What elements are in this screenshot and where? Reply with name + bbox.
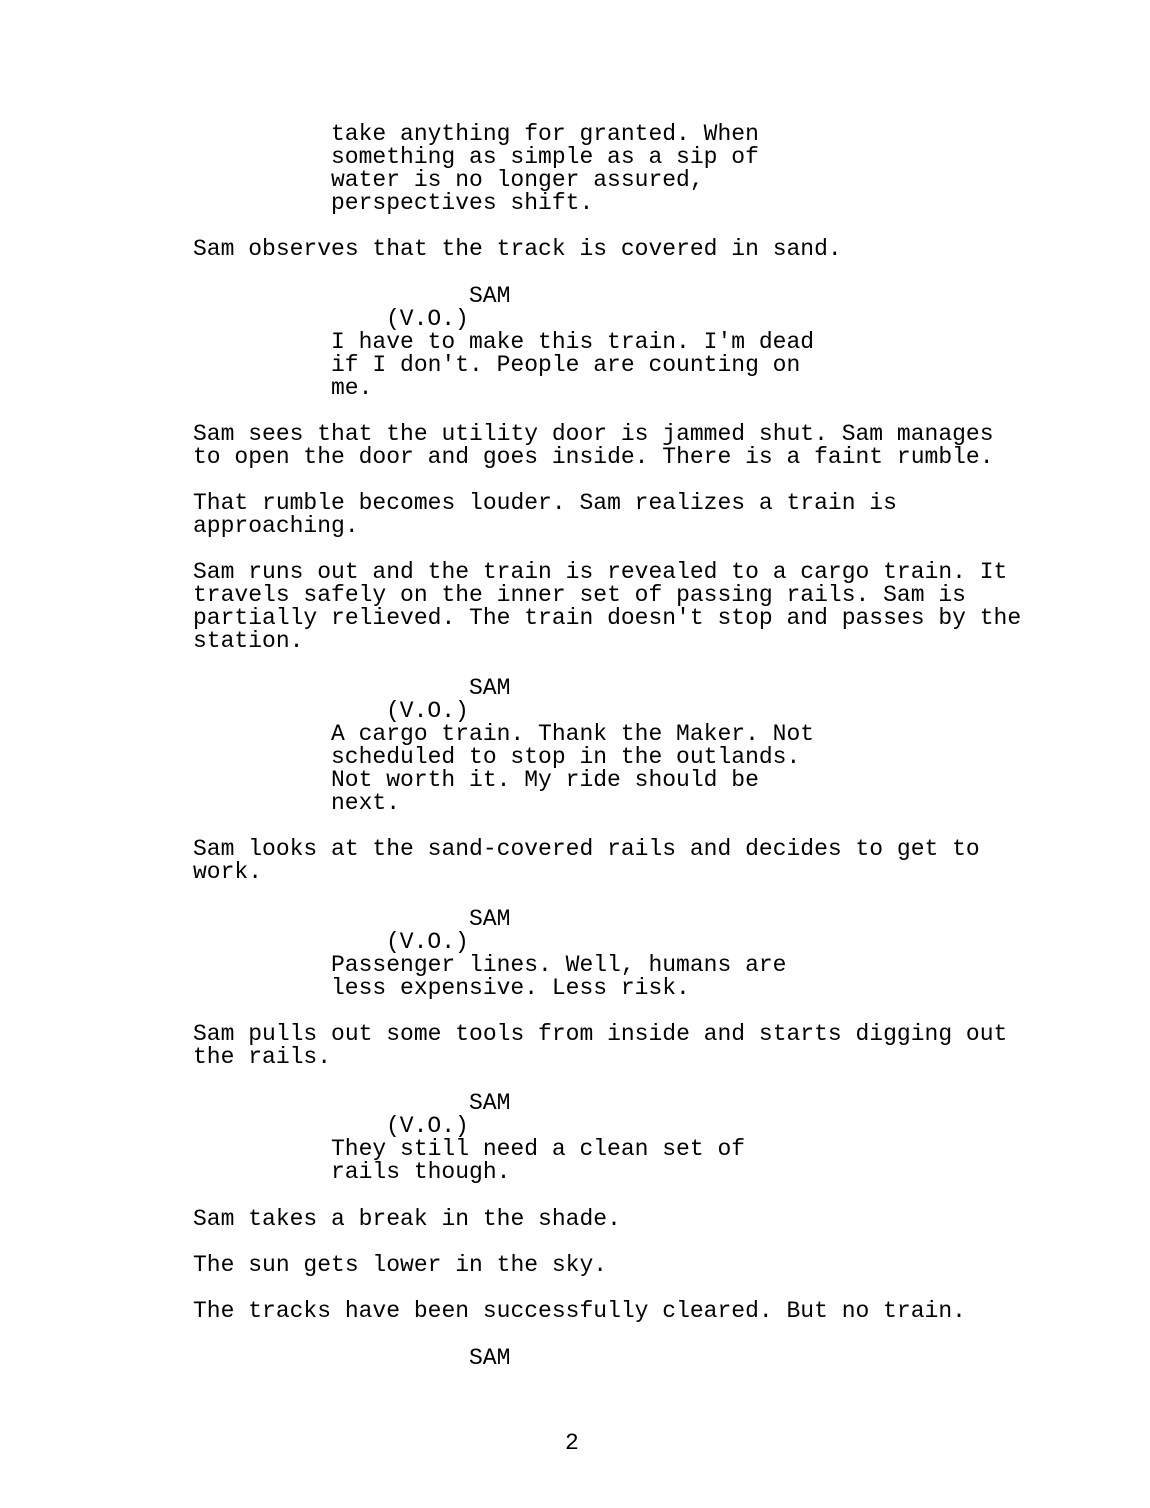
parenthetical: (V.O.): [386, 698, 469, 724]
dialogue-line: scheduled to stop in the outlands.: [331, 744, 801, 770]
parenthetical: (V.O.): [386, 929, 469, 955]
dialogue-line: next.: [331, 790, 401, 816]
character-name: SAM: [469, 906, 511, 932]
dialogue-line: A cargo train. Thank the Maker. Not: [331, 721, 815, 747]
parenthetical: (V.O.): [386, 306, 469, 332]
action-line: Sam looks at the sand-covered rails and decides to get to: [193, 836, 980, 862]
dialogue-line: perspectives shift.: [331, 190, 594, 216]
dialogue-line: take anything for granted. When: [331, 121, 759, 147]
action-line: approaching.: [193, 513, 359, 539]
character-name: SAM: [469, 283, 511, 309]
dialogue-line: water is no longer assured,: [331, 167, 704, 193]
action-line: partially relieved. The train doesn't stop and passes by the: [193, 605, 1022, 631]
action-line: That rumble becomes louder. Sam realizes a train is: [193, 490, 897, 516]
dialogue-line: something as simple as a sip of: [331, 144, 759, 170]
character-name: SAM: [469, 1345, 511, 1371]
action-line: Sam runs out and the train is revealed to a cargo train. It: [193, 559, 1008, 585]
action-line: The tracks have been successfully cleared. But no train.: [193, 1298, 966, 1324]
action-line: Sam pulls out some tools from inside and starts digging out: [193, 1021, 1008, 1047]
dialogue-line: if I don't. People are counting on: [331, 352, 801, 378]
dialogue-line: rails though.: [331, 1159, 511, 1185]
dialogue-line: less expensive. Less risk.: [331, 975, 690, 1001]
action-line: Sam takes a break in the shade.: [193, 1206, 621, 1232]
action-line: station.: [193, 628, 304, 654]
dialogue-line: me.: [331, 375, 373, 401]
action-line: Sam sees that the utility door is jammed shut. Sam manages: [193, 421, 994, 447]
dialogue-line: Passenger lines. Well, humans are: [331, 952, 787, 978]
character-name: SAM: [469, 1090, 511, 1116]
action-line: The sun gets lower in the sky.: [193, 1252, 608, 1278]
action-line: to open the door and goes inside. There is a faint rumble.: [193, 444, 994, 470]
dialogue-line: I have to make this train. I'm dead: [331, 329, 815, 355]
action-line: work.: [193, 859, 263, 885]
action-line: Sam observes that the track is covered in sand.: [193, 236, 842, 262]
action-line: the rails.: [193, 1044, 332, 1070]
page-number: 2: [565, 1430, 579, 1456]
parenthetical: (V.O.): [386, 1113, 469, 1139]
action-line: travels safely on the inner set of passing rails. Sam is: [193, 582, 966, 608]
dialogue-line: They still need a clean set of: [331, 1136, 746, 1162]
dialogue-line: Not worth it. My ride should be: [331, 767, 759, 793]
character-name: SAM: [469, 675, 511, 701]
